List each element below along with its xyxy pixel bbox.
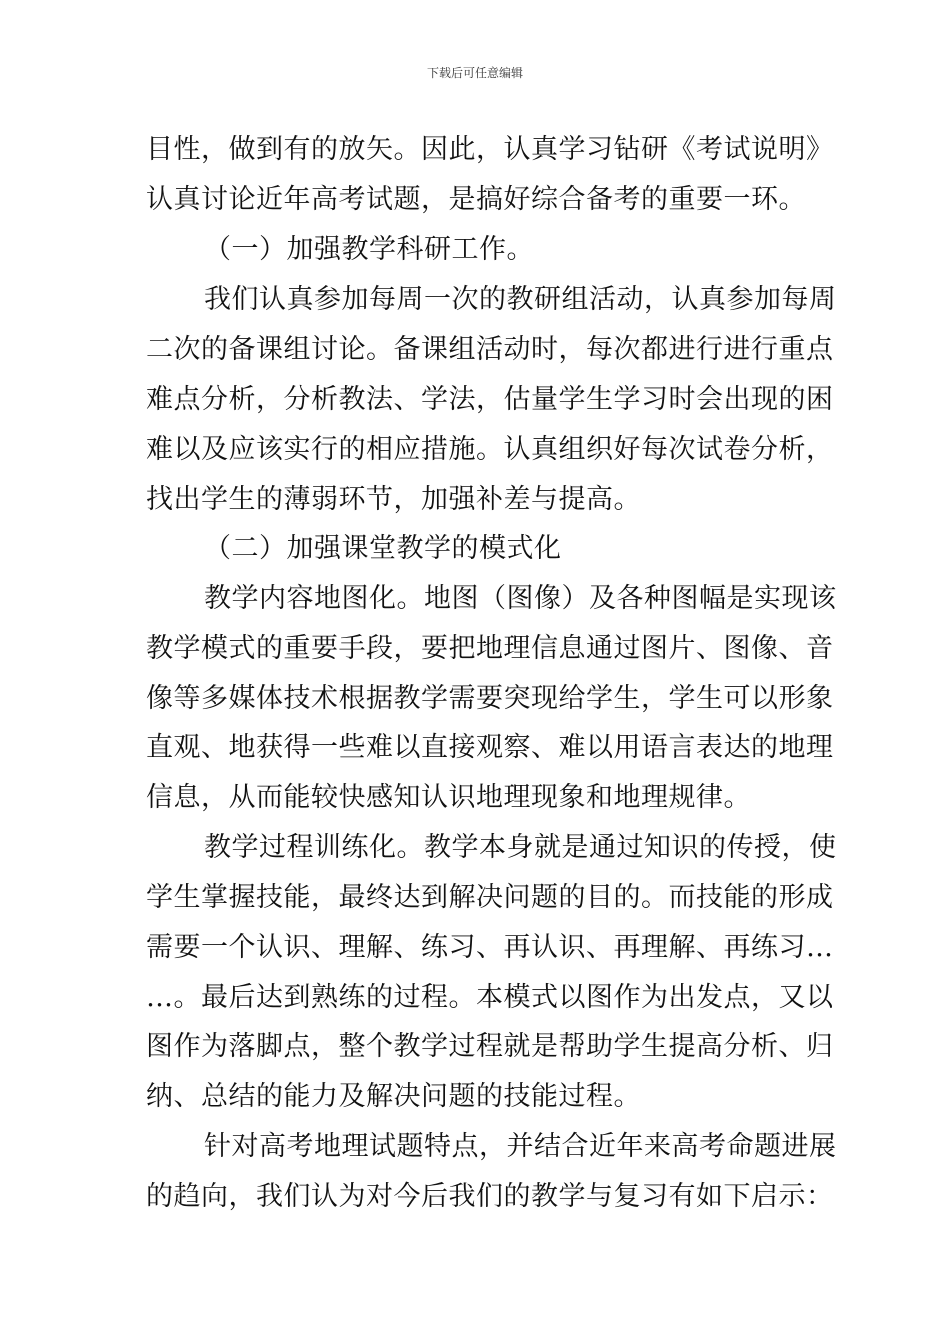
section-heading-1: （一）加强教学科研工作。	[204, 234, 534, 265]
text-line: 难点分析，分析教法、学法，估量学生学习时会出现的困	[146, 384, 834, 415]
text-line: …。最后达到熟练的过程。本模式以图作为出发点，又以	[146, 982, 834, 1013]
text-line: 纳、总结的能力及解决问题的技能过程。	[146, 1081, 641, 1112]
text-line: 难以及应该实行的相应措施。认真组织好每次试卷分析，	[146, 434, 834, 465]
text-line: 目性，做到有的放矢。因此，认真学习钻研《考试说明》	[146, 134, 834, 165]
text-line: 信息，从而能较快感知认识地理现象和地理规律。	[146, 782, 751, 813]
text-line: 针对高考地理试题特点，并结合近年来高考命题进展	[204, 1131, 837, 1162]
text-line: 我们认真参加每周一次的教研组活动，认真参加每周	[204, 284, 837, 315]
section-heading-2: （二）加强课堂教学的模式化	[204, 533, 562, 564]
text-line: 像等多媒体技术根据教学需要突现给学生，学生可以形象	[146, 683, 834, 714]
text-line: 教学内容地图化。地图（图像）及各种图幅是实现该	[204, 583, 837, 614]
text-line: 找出学生的薄弱环节，加强补差与提高。	[146, 484, 641, 515]
text-line: 教学模式的重要手段，要把地理信息通过图片、图像、音	[146, 633, 834, 664]
text-line: 学生掌握技能，最终达到解决问题的目的。而技能的形成	[146, 882, 834, 913]
text-line: 图作为落脚点，整个教学过程就是帮助学生提高分析、归	[146, 1031, 834, 1062]
download-note: 下载后可任意编辑	[426, 66, 523, 80]
text-line: 认真讨论近年高考试题，是搞好综合备考的重要一环。	[146, 184, 806, 215]
text-line: 直观、地获得一些难以直接观察、难以用语言表达的地理	[146, 732, 834, 763]
text-line: 的趋向，我们认为对今后我们的教学与复习有如下启示：	[146, 1181, 834, 1212]
text-line: 教学过程训练化。教学本身就是通过知识的传授，使	[204, 832, 837, 863]
text-line: 二次的备课组讨论。备课组活动时，每次都进行进行重点	[146, 334, 834, 365]
text-line: 需要一个认识、理解、练习、再认识、再理解、再练习…	[146, 932, 834, 963]
